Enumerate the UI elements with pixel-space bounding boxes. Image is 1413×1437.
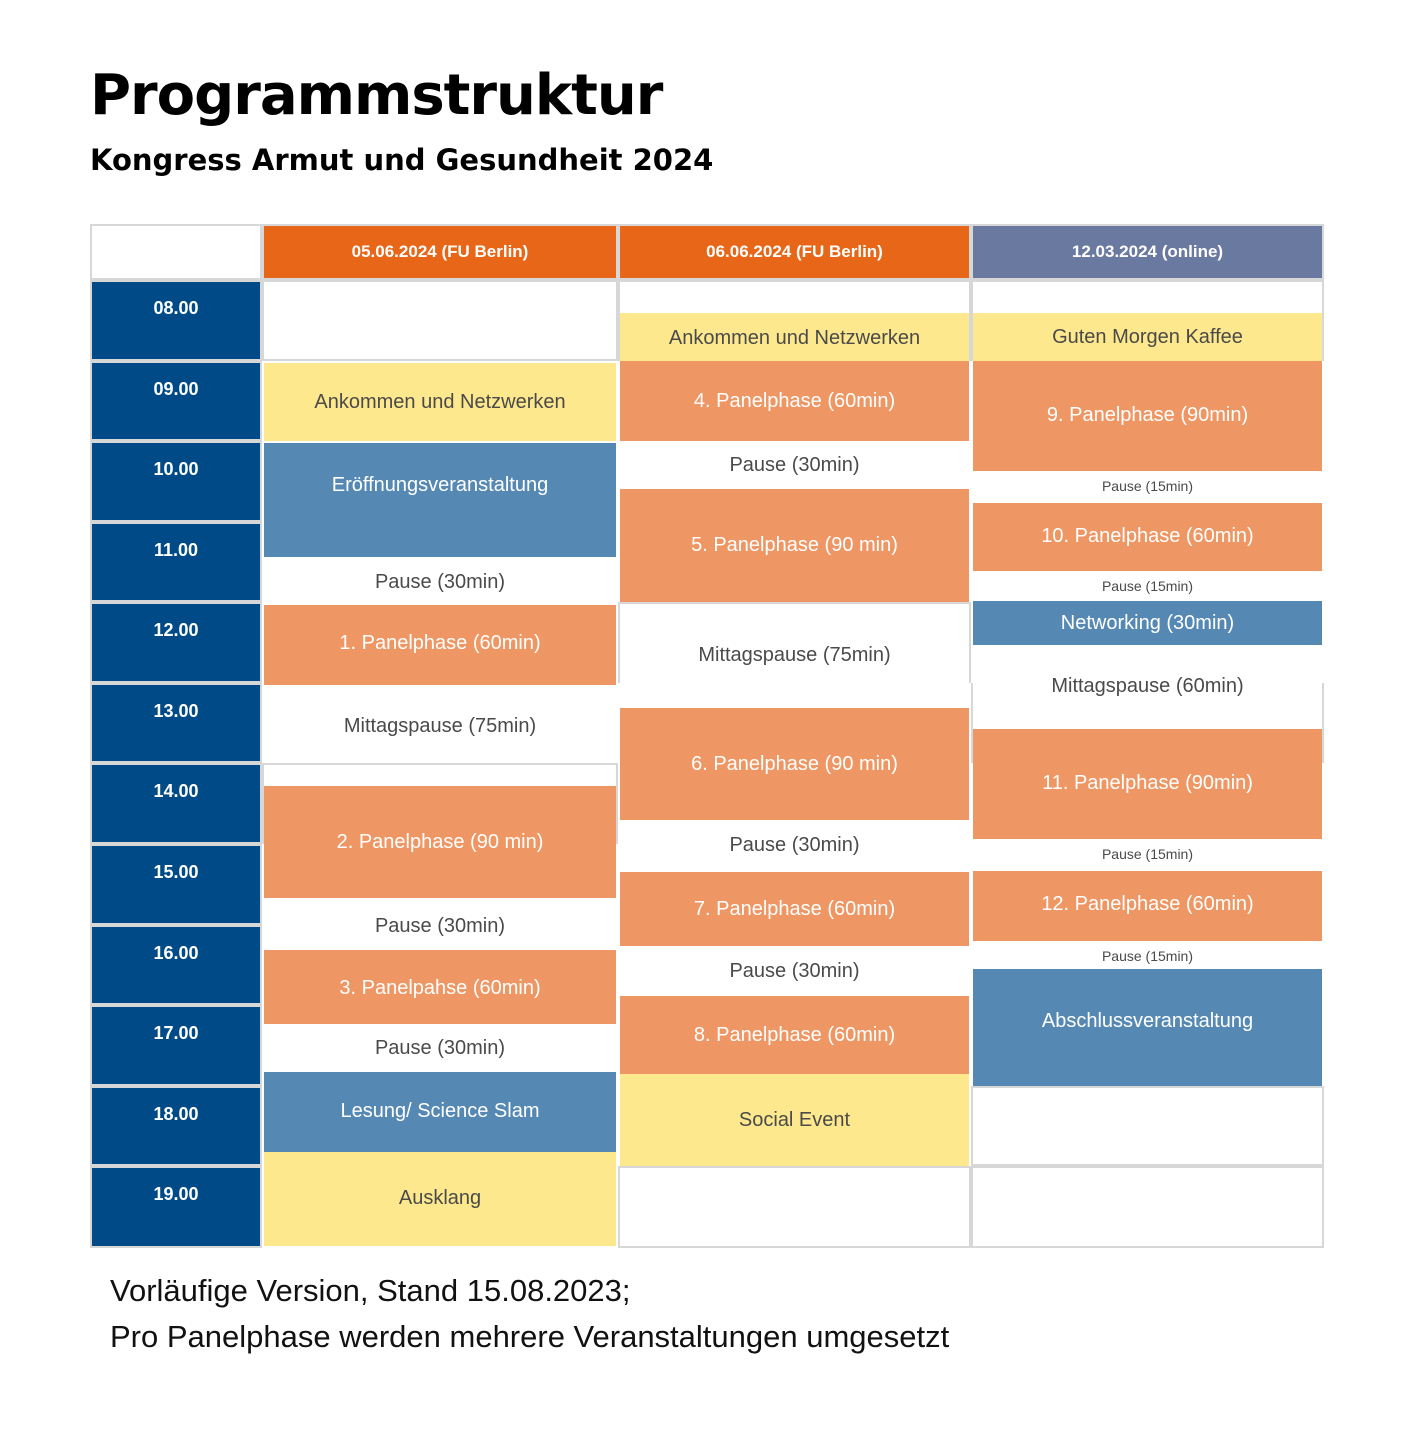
day3-break-2: Pause (15min) — [973, 571, 1322, 601]
day1-panel-3: 3. Panelpahse (60min) — [264, 950, 616, 1024]
day1-break-2: Pause (30min) — [264, 898, 616, 950]
time-slot-1600: 16.00 — [90, 925, 262, 1005]
day3-panel-11: 11. Panelphase (90min) — [973, 729, 1322, 839]
day3-break-3: Pause (15min) — [973, 839, 1322, 869]
day3-closing: Abschlussveranstaltung — [973, 969, 1322, 1086]
program-table — [90, 224, 1324, 1248]
day1-panel-1: 1. Panelphase (60min) — [264, 605, 616, 685]
time-slot-1000: 10.00 — [90, 441, 262, 522]
time-slot-0900: 09.00 — [90, 361, 262, 441]
day2-lunch: Mittagspause (75min) — [620, 604, 969, 704]
header-corner-cell — [90, 224, 262, 280]
grid-cell — [618, 1166, 971, 1248]
day1-break-1: Pause (30min) — [264, 557, 616, 603]
day1-arrival-block: Ankommen und Netzwerken — [264, 363, 616, 441]
day2-panel-5: 5. Panelphase (90 min) — [620, 489, 969, 602]
day3-panel-9: 9. Panelphase (90min) — [973, 361, 1322, 471]
day1-panel-2: 2. Panelphase (90 min) — [264, 786, 616, 898]
time-slot-1100: 11.00 — [90, 522, 262, 602]
day1-break-3: Pause (30min) — [264, 1024, 616, 1072]
day1-opening-block: Eröffnungsveranstaltung — [264, 443, 616, 557]
grid-cell — [971, 1086, 1324, 1166]
grid-cell — [262, 280, 618, 361]
day3-panel-10: 10. Panelphase (60min) — [973, 503, 1322, 571]
day2-panel-8: 8. Panelphase (60min) — [620, 996, 969, 1074]
day3-coffee-block: Guten Morgen Kaffee — [973, 313, 1322, 361]
day2-break-1: Pause (30min) — [620, 441, 969, 489]
column-header-day3: 12.03.2024 (online) — [971, 224, 1324, 280]
day3-panel-12: 12. Panelphase (60min) — [973, 871, 1322, 941]
time-slot-1900: 19.00 — [90, 1166, 262, 1248]
day1-reading-slam: Lesung/ Science Slam — [264, 1072, 616, 1152]
time-slot-1300: 13.00 — [90, 683, 262, 763]
time-slot-1700: 17.00 — [90, 1005, 262, 1086]
day3-lunch: Mittagspause (60min) — [973, 645, 1322, 727]
day1-closing: Ausklang — [264, 1152, 616, 1246]
day2-panel-7: 7. Panelphase (60min) — [620, 872, 969, 946]
time-slot-1500: 15.00 — [90, 844, 262, 925]
footnote-line-2: Pro Panelphase werden mehrere Veranstaltungen umgesetzt — [110, 1319, 950, 1354]
day2-break-3: Pause (30min) — [620, 946, 969, 996]
page-title: Programmstruktur — [90, 63, 663, 128]
grid-cell — [971, 1166, 1324, 1248]
day2-arrival-block: Ankommen und Netzwerken — [620, 313, 969, 361]
time-slot-1400: 14.00 — [90, 763, 262, 844]
day3-break-4: Pause (15min) — [973, 941, 1322, 969]
footnote — [110, 1268, 949, 1360]
day2-social-event: Social Event — [620, 1074, 969, 1166]
page-subtitle: Kongress Armut und Gesundheit 2024 — [90, 143, 714, 177]
day1-lunch: Mittagspause (75min) — [264, 685, 616, 761]
day3-networking: Networking (30min) — [973, 601, 1322, 645]
day2-panel-6: 6. Panelphase (90 min) — [620, 708, 969, 820]
day2-break-2: Pause (30min) — [620, 820, 969, 870]
column-header-day1: 05.06.2024 (FU Berlin) — [262, 224, 618, 280]
footnote-line-1: Vorläufige Version, Stand 15.08.2023; — [110, 1273, 631, 1308]
time-slot-0800: 08.00 — [90, 280, 262, 361]
time-slot-1800: 18.00 — [90, 1086, 262, 1166]
column-header-day2: 06.06.2024 (FU Berlin) — [618, 224, 971, 280]
day3-break-1: Pause (15min) — [973, 471, 1322, 501]
time-slot-1200: 12.00 — [90, 602, 262, 683]
day2-panel-4: 4. Panelphase (60min) — [620, 361, 969, 441]
